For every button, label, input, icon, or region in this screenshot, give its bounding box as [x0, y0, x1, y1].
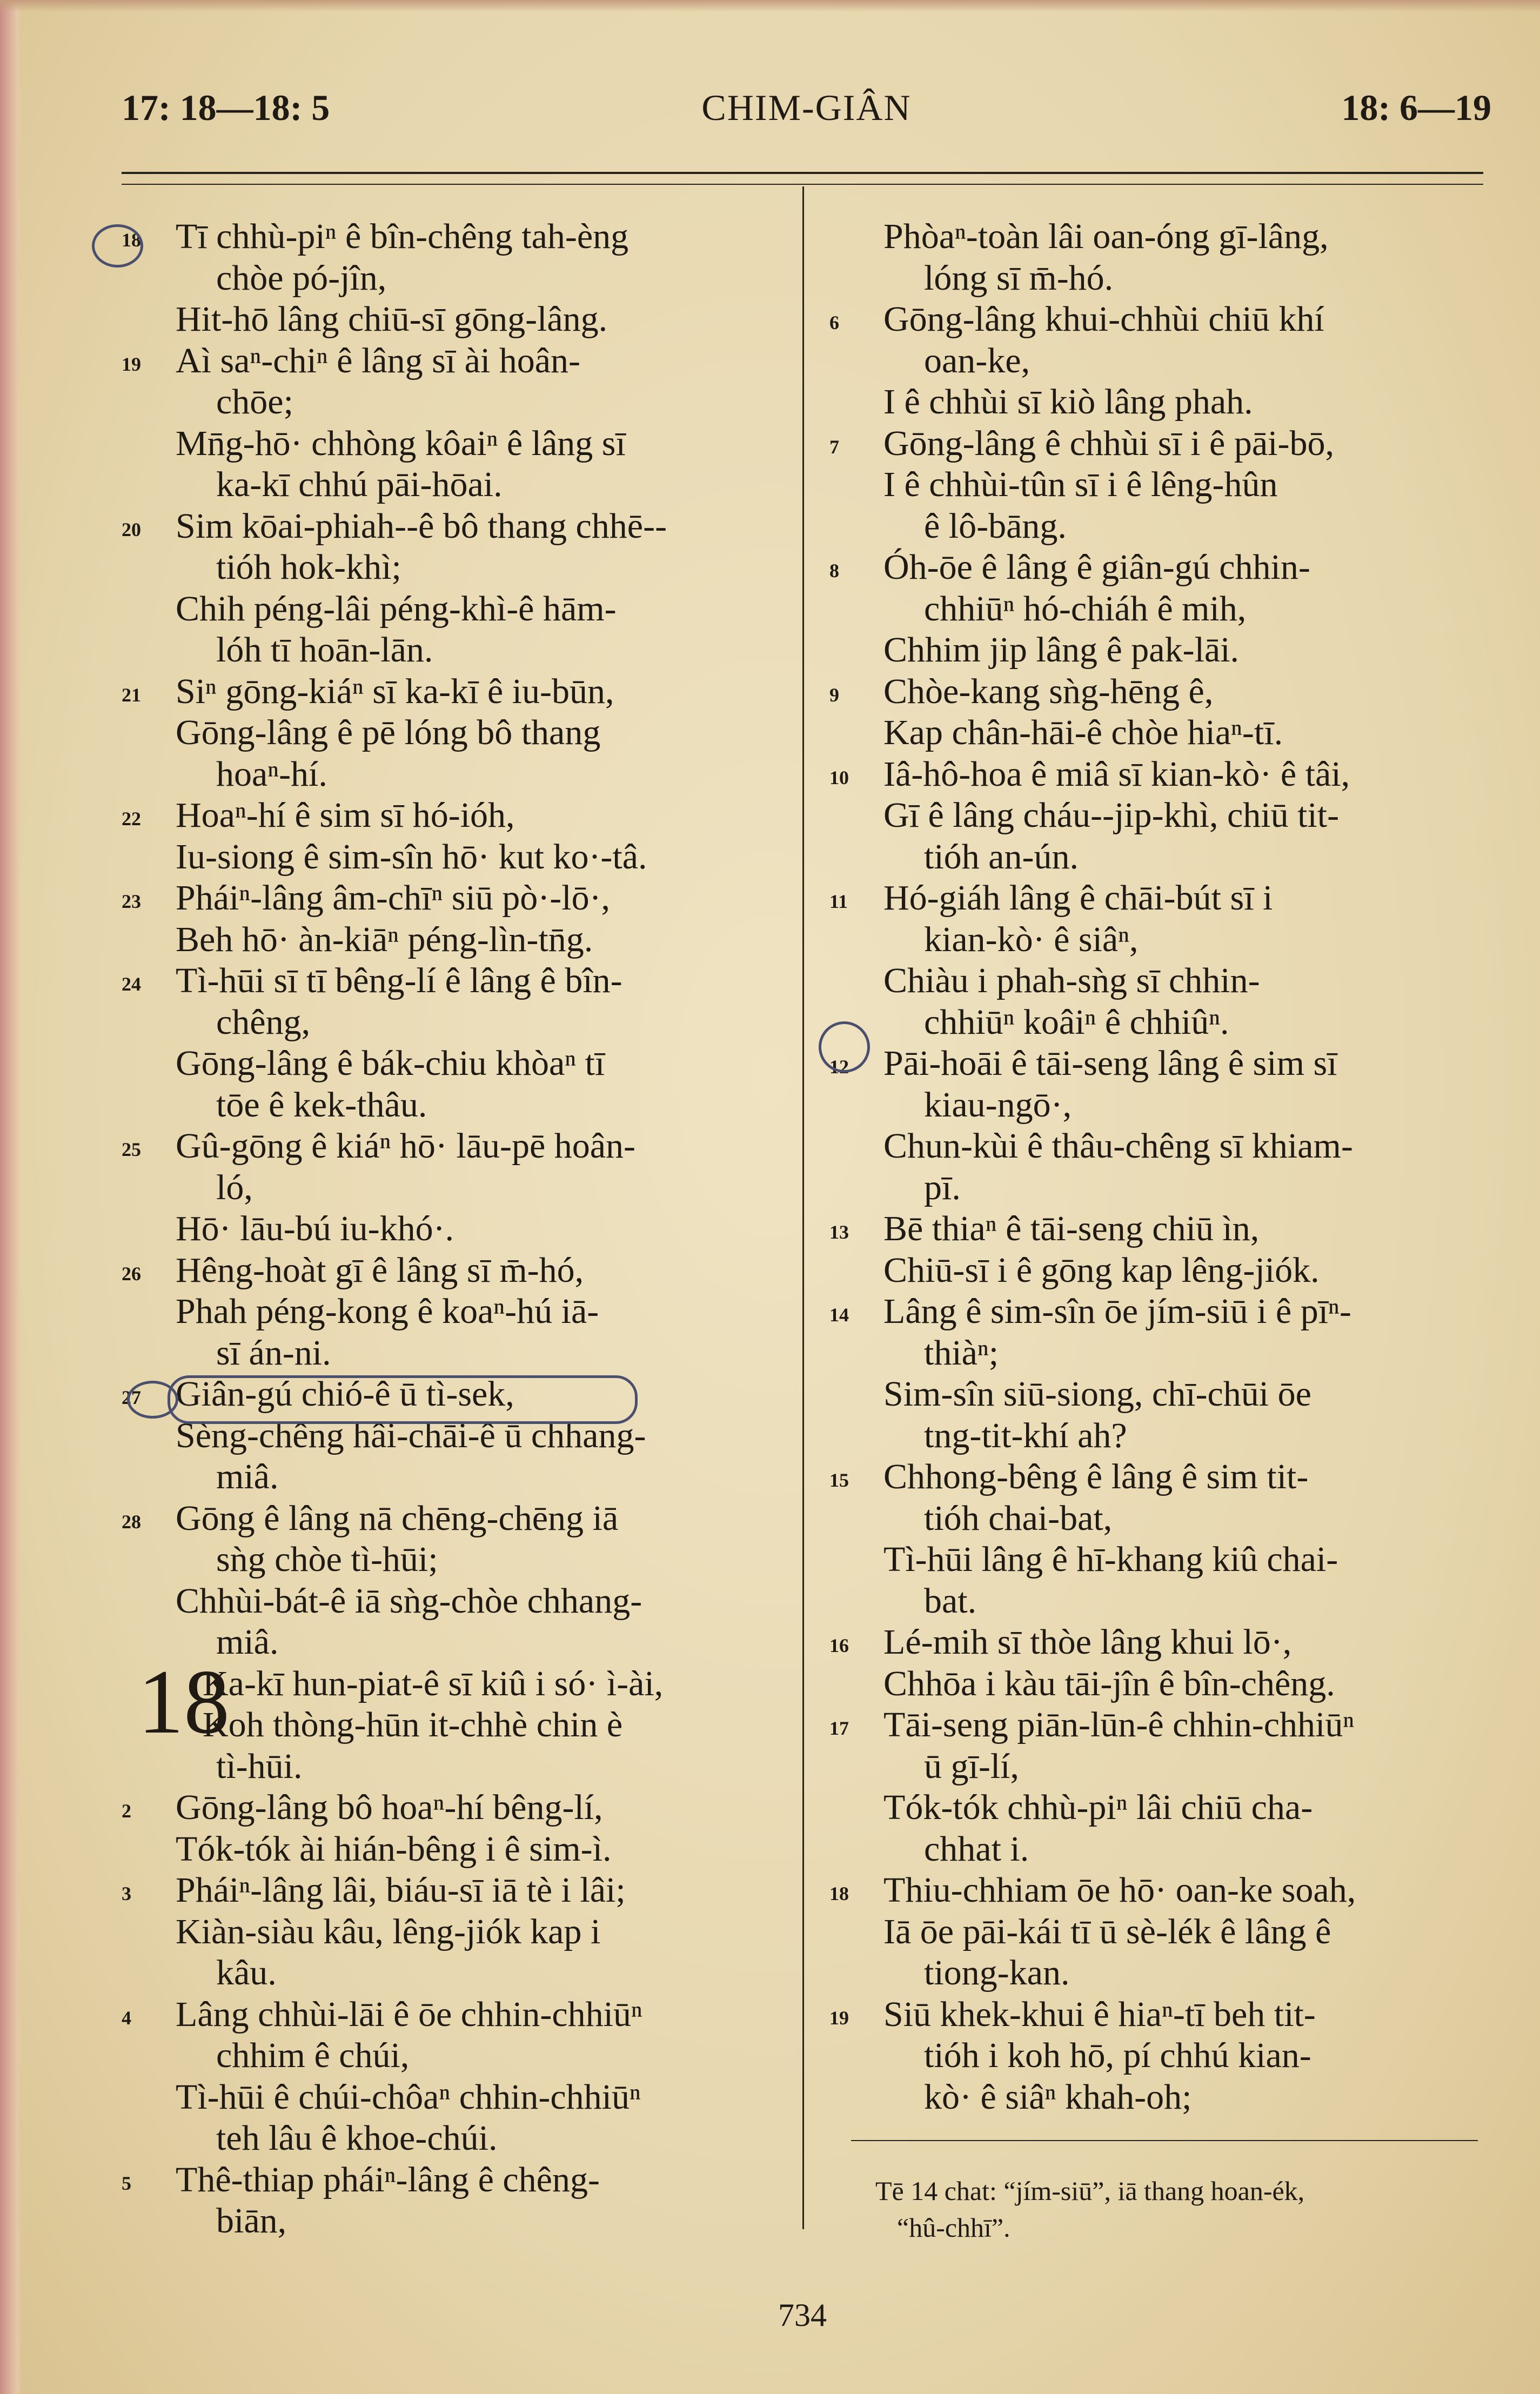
verse-number: 15 [829, 1469, 849, 1491]
right-line [829, 1374, 1489, 1415]
left-line [122, 1498, 794, 1540]
left-line [122, 1787, 794, 1829]
verse-number: 7 [829, 436, 839, 458]
ink-underline-verse-27 [168, 1375, 638, 1424]
verse-text: Hō· lāu-bú iu-khó·. [176, 1209, 454, 1248]
right-line [829, 1994, 1489, 2036]
left-line [122, 837, 794, 878]
verse-text: Beh hō· àn-kiāⁿ péng-lìn-tn̄g. [176, 919, 593, 959]
left-line [122, 1002, 794, 1044]
left-line [122, 1581, 794, 1622]
verse-text: chòe pó-jîn, [216, 258, 387, 298]
right-line [829, 1829, 1489, 1870]
header-left-reference: 17: 18—18: 5 [122, 87, 330, 128]
right-line [829, 299, 1489, 340]
verse-text: Chòe-kang sǹg-hēng ê, [883, 671, 1214, 711]
verse-text: Phòaⁿ-toàn lâi oan-óng gī-lâng, [883, 217, 1329, 256]
left-line [122, 919, 794, 961]
right-line [829, 2035, 1489, 2077]
left-line [122, 1539, 794, 1581]
right-line [829, 1539, 1489, 1581]
left-line [122, 1994, 794, 2036]
right-line [829, 464, 1489, 506]
right-line [829, 1952, 1489, 1994]
verse-text: chhiūⁿ koâiⁿ ê chhiûⁿ. [924, 1002, 1229, 1042]
verse-text: Chhim jip lâng ê pak-lāi. [883, 630, 1240, 670]
header-right-reference: 18: 6—19 [1341, 87, 1491, 128]
right-line [829, 1167, 1489, 1209]
verse-text: Hêng-hoàt gī ê lâng sī m̄-hó, [176, 1250, 584, 1290]
right-line [829, 1746, 1489, 1788]
verse-text: tióh hok-khì; [216, 547, 401, 587]
verse-text: Gī ê lâng cháu--jip-khì, chiū tit- [883, 795, 1340, 835]
verse-text: Tì-hūi lâng ê hī-khang kiû chai- [883, 1540, 1338, 1579]
left-line [122, 1250, 794, 1292]
right-line [829, 1456, 1489, 1498]
ink-circle-verse-27 [127, 1381, 178, 1419]
verse-number: 19 [829, 2007, 849, 2029]
verse-text: tng-tit-khí ah? [924, 1415, 1127, 1455]
verse-text: miâ. [216, 1622, 279, 1662]
verse-number: 10 [829, 766, 849, 788]
right-line [829, 340, 1489, 382]
verse-text: Tì-hūi sī tī bêng-lí ê lâng ê bîn- [176, 961, 622, 1000]
verse-text: Gōng-lâng ê bák-chiu khòaⁿ tī [176, 1044, 605, 1083]
page-edge-top [0, 0, 1540, 12]
left-line [122, 1829, 794, 1870]
verse-number: 20 [122, 518, 141, 540]
verse-text: Thiu-chhiam ōe hō· oan-ke soah, [883, 1870, 1356, 1910]
verse-text: Chiū-sī i ê gōng kap lêng-jiók. [883, 1250, 1320, 1290]
verse-number: 24 [122, 973, 141, 995]
ink-circle-verse-18 [92, 224, 143, 268]
verse-number: 28 [122, 1510, 141, 1533]
verse-text: Tì-hūi ê chúi-chôaⁿ chhin-chhiūⁿ [176, 2077, 641, 2117]
left-line [122, 2201, 794, 2242]
ink-circle-verse-12 [819, 1021, 870, 1073]
verse-number: 27 [122, 1387, 141, 1408]
verse-text: tōe ê kek-thâu. [216, 1085, 427, 1125]
left-line [122, 340, 794, 382]
right-line [829, 1250, 1489, 1292]
verse-number: 9 [829, 684, 839, 706]
verse-text: Lâng ê sim-sîn ōe jím-siū i ê pīⁿ- [883, 1292, 1351, 1331]
right-line [829, 1126, 1489, 1167]
verse-text: tì-hūi. [216, 1746, 303, 1786]
verse-text: Thê-thiap pháiⁿ-lâng ê chêng- [176, 2159, 600, 2199]
left-line [122, 589, 794, 630]
right-line [829, 1002, 1489, 1044]
verse-text: tióh chai-bat, [924, 1498, 1113, 1538]
verse-number: 18 [122, 229, 141, 251]
left-line [122, 795, 794, 837]
right-line [829, 382, 1489, 423]
verse-text: Hit-hō lâng chiū-sī gōng-lâng. [176, 299, 608, 339]
left-line [122, 712, 794, 754]
verse-number: 17 [829, 1717, 849, 1739]
left-line [122, 1126, 794, 1167]
right-line [829, 506, 1489, 547]
left-line [122, 1456, 794, 1498]
verse-text: Kap chân-hāi-ê chòe hiaⁿ-tī. [883, 713, 1283, 752]
verse-number: 12 [829, 1056, 849, 1078]
verse-number: 8 [829, 560, 839, 581]
right-line [829, 258, 1489, 299]
verse-number: 25 [122, 1139, 141, 1160]
right-line [829, 754, 1489, 795]
right-line [829, 2077, 1489, 2118]
verse-text: Chhong-bêng ê lâng ê sim tit- [883, 1457, 1309, 1496]
right-line [829, 216, 1489, 258]
verse-text: Chun-kùi ê thâu-chêng sī khiam- [883, 1126, 1353, 1166]
right-column [829, 216, 1489, 2118]
left-line [122, 382, 794, 423]
left-line [122, 1043, 794, 1085]
verse-text: Kiàn-siàu kâu, lêng-jiók kap i [176, 1911, 601, 1951]
right-line [829, 1704, 1489, 1746]
left-line [122, 1167, 794, 1209]
verse-text: Bē thiaⁿ ê tāi-seng chiū ìn, [883, 1209, 1260, 1248]
verse-number: 21 [122, 684, 141, 706]
verse-text: oan-ke, [924, 340, 1030, 380]
verse-text: Iu-siong ê sim-sîn hō· kut ko·-tâ. [176, 837, 647, 877]
verse-text: sī án-ni. [216, 1333, 331, 1373]
left-line [122, 2077, 794, 2118]
right-line [829, 712, 1489, 754]
verse-text: Gû-gōng ê kiáⁿ hō· lāu-pē hoân- [176, 1126, 636, 1166]
verse-text: chhim ê chúi, [216, 2036, 410, 2075]
verse-text: Koh thòng-hūn it-chhè chin è [203, 1705, 623, 1744]
right-line [829, 423, 1489, 465]
footnote [875, 2172, 1486, 2246]
verse-text: Iâ-hô-hoa ê miâ sī kian-kò· ê tâi, [883, 754, 1350, 794]
right-line [829, 1581, 1489, 1622]
verse-text: tiong-kan. [924, 1953, 1070, 1992]
left-line [122, 1085, 794, 1126]
right-line [829, 1663, 1489, 1705]
left-line [122, 1952, 794, 1994]
verse-text: Tāi-seng piān-lūn-ê chhin-chhiūⁿ [883, 1705, 1355, 1744]
verse-text: Giân-gú chió-ê ū tì-sek, [176, 1374, 514, 1414]
left-line [122, 299, 794, 340]
verse-text: pī. [924, 1167, 961, 1207]
verse-text: lóh tī hoān-lān. [216, 630, 433, 670]
footnote-line-2: “hû-chhī”. [897, 2212, 1010, 2243]
right-line [829, 1622, 1489, 1663]
left-line [122, 2118, 794, 2159]
verse-text: teh lâu ê khoe-chúi. [216, 2118, 498, 2158]
page-header [122, 81, 1491, 135]
verse-number: 14 [829, 1304, 849, 1326]
verse-text: Chih péng-lâi péng-khì-ê hām- [176, 589, 617, 628]
left-line [122, 2035, 794, 2077]
verse-text: Iā ōe pāi-kái tī ū sè-lék ê lâng ê [883, 1911, 1331, 1951]
verse-number: 5 [122, 2172, 131, 2194]
footnote-rule [851, 2140, 1478, 2141]
header-rule-thin [122, 184, 1483, 185]
verse-text: Chhùi-bát-ê iā sǹg-chòe chhang- [176, 1581, 642, 1621]
verse-number: 2 [122, 1800, 131, 1822]
right-line [829, 1870, 1489, 1911]
right-line [829, 1043, 1489, 1085]
verse-text: Aì saⁿ-chiⁿ ê lâng sī ài hoân- [176, 340, 581, 380]
verse-text: ê lô-bāng. [924, 506, 1067, 546]
verse-text: Ka-kī hun-piat-ê sī kiû i só· ì-ài, [203, 1663, 664, 1703]
verse-text: bat. [924, 1581, 977, 1621]
verse-text: Lé-mih sī thòe lâng khui lō·, [883, 1622, 1292, 1662]
verse-text: miâ. [216, 1457, 279, 1496]
right-line [829, 671, 1489, 713]
page-edge-left [0, 0, 22, 2394]
verse-number: 22 [122, 808, 141, 830]
verse-text: kian-kò· ê siâⁿ, [924, 919, 1139, 959]
left-line [122, 1911, 794, 1953]
left-line [122, 960, 794, 1002]
right-line [829, 1911, 1489, 1953]
verse-text: Chhōa i kàu tāi-jîn ê bîn-chêng. [883, 1663, 1335, 1703]
right-line [829, 1208, 1489, 1250]
left-line [122, 258, 794, 299]
verse-number: 3 [122, 1883, 131, 1904]
verse-text: Gōng-lâng khui-chhùi chiū khí [883, 299, 1324, 339]
verse-text: Tók-tók chhù-piⁿ lâi chiū cha- [883, 1788, 1313, 1827]
verse-text: Lâng chhùi-lāi ê ōe chhin-chhiūⁿ [176, 1994, 642, 2034]
right-line [829, 630, 1489, 671]
left-line [122, 547, 794, 589]
column-divider [802, 186, 804, 2229]
right-line [829, 1333, 1489, 1374]
verse-text: I ê chhùi sī kiò lâng phah. [883, 382, 1253, 422]
verse-text: sǹg chòe tì-hūi; [216, 1540, 438, 1579]
verse-text: Pāi-hoāi ê tāi-seng lâng ê sim sī [883, 1044, 1337, 1083]
verse-text: hoaⁿ-hí. [216, 754, 327, 794]
verse-text: Phah péng-kong ê koaⁿ-hú iā- [176, 1292, 599, 1331]
verse-text: I ê chhùi-tûn sī i ê lêng-hûn [883, 465, 1278, 504]
right-line [829, 837, 1489, 878]
verse-text: chêng, [216, 1002, 311, 1042]
header-book-title: CHIM-GIÂN [701, 87, 912, 128]
left-line [122, 1746, 794, 1788]
left-line [122, 464, 794, 506]
verse-text: ka-kī chhú pāi-hōai. [216, 465, 503, 504]
verse-number: 26 [122, 1262, 141, 1285]
verse-text: Hoaⁿ-hí ê sim sī hó-ióh, [176, 795, 515, 835]
verse-text: Óh-ōe ê lâng ê giân-gú chhin- [883, 547, 1310, 587]
left-line [122, 2159, 794, 2201]
verse-text: Siū khek-khui ê hiaⁿ-tī beh tit- [883, 1994, 1316, 2034]
verse-text: Siⁿ gōng-kiáⁿ sī ka-kī ê iu-būn, [176, 671, 614, 711]
verse-text: Tók-tók ài hián-bêng i ê sim-ì. [176, 1829, 612, 1869]
left-line [122, 671, 794, 713]
verse-text: Sèng-chêng hâi-chāi-ê ū chhang- [176, 1415, 646, 1455]
right-line [829, 1498, 1489, 1540]
verse-text: Sim kōai-phiah--ê bô thang chhē-- [176, 506, 667, 546]
right-line [829, 547, 1489, 589]
verse-text: kò· ê siâⁿ khah-oh; [924, 2077, 1192, 2117]
verse-text: tióh an-ún. [924, 837, 1079, 877]
verse-text: kâu. [216, 1953, 277, 1992]
verse-text: chhat i. [924, 1829, 1029, 1869]
right-line [829, 1415, 1489, 1457]
left-line [122, 754, 794, 795]
verse-text: chhiūⁿ hó-chiáh ê mih, [924, 589, 1247, 628]
verse-number: 6 [829, 312, 839, 333]
verse-text: thiàⁿ; [924, 1333, 999, 1373]
left-line [122, 506, 794, 547]
left-line [122, 1704, 794, 1746]
left-line [122, 423, 794, 465]
right-line [829, 960, 1489, 1002]
left-line [122, 630, 794, 671]
right-line [829, 589, 1489, 630]
verse-number: 23 [122, 891, 141, 912]
verse-text: Sim-sîn siū-siong, chī-chūi ōe [883, 1374, 1311, 1414]
verse-number: 11 [829, 891, 848, 912]
verse-text: Tī chhù-piⁿ ê bîn-chêng tah-èng [176, 217, 629, 256]
chapter-number: 18 [138, 1650, 230, 1753]
verse-text: Pháiⁿ-lâng âm-chīⁿ siū pò·-lō·, [176, 878, 611, 918]
verse-text: lóng sī m̄-hó. [924, 258, 1114, 298]
right-line [829, 919, 1489, 961]
verse-text: Hó-giáh lâng ê chāi-bút sī i [883, 878, 1273, 918]
right-line [829, 795, 1489, 837]
verse-number: 19 [122, 353, 141, 375]
verse-text: biān, [216, 2201, 287, 2241]
verse-text: kiau-ngō·, [924, 1085, 1072, 1125]
verse-number: 13 [829, 1221, 849, 1243]
verse-text: ló, [216, 1167, 253, 1207]
right-line [829, 1085, 1489, 1126]
verse-text: Gōng ê lâng nā chēng-chēng iā [176, 1498, 619, 1538]
verse-number: 18 [829, 1883, 849, 1904]
verse-text: chōe; [216, 382, 293, 422]
page-number: 734 [778, 2297, 827, 2333]
verse-text: Chiàu i phah-sǹg sī chhin- [883, 961, 1260, 1000]
verse-number: 16 [829, 1635, 849, 1656]
verse-text: Pháiⁿ-lâng lâi, biáu-sī iā tè i lâi; [176, 1870, 626, 1910]
left-line [122, 878, 794, 919]
verse-number: 4 [122, 2007, 131, 2029]
verse-text: Gōng-lâng bô hoaⁿ-hí bêng-lí, [176, 1788, 603, 1827]
left-line [122, 1291, 794, 1333]
header-rule [122, 172, 1483, 174]
left-line [122, 1870, 794, 1911]
right-line [829, 1787, 1489, 1829]
verse-text: tióh i koh hō, pí chhú kian- [924, 2036, 1311, 2075]
left-line [122, 1208, 794, 1250]
verse-text: Mn̄g-hō· chhòng kôaiⁿ ê lâng sī [176, 423, 626, 463]
verse-text: ū gī-lí, [924, 1746, 1019, 1786]
left-column [122, 216, 794, 2242]
left-line [122, 216, 794, 258]
verse-text: Gōng-lâng ê chhùi sī i ê pāi-bō, [883, 423, 1334, 463]
left-line [122, 1333, 794, 1374]
right-line [829, 878, 1489, 919]
right-line [829, 1291, 1489, 1333]
footnote-line-1: Tē 14 chat: “jím-siū”, iā thang hoan-ék, [875, 2176, 1305, 2206]
verse-text: Gōng-lâng ê pē lóng bô thang [176, 713, 601, 752]
